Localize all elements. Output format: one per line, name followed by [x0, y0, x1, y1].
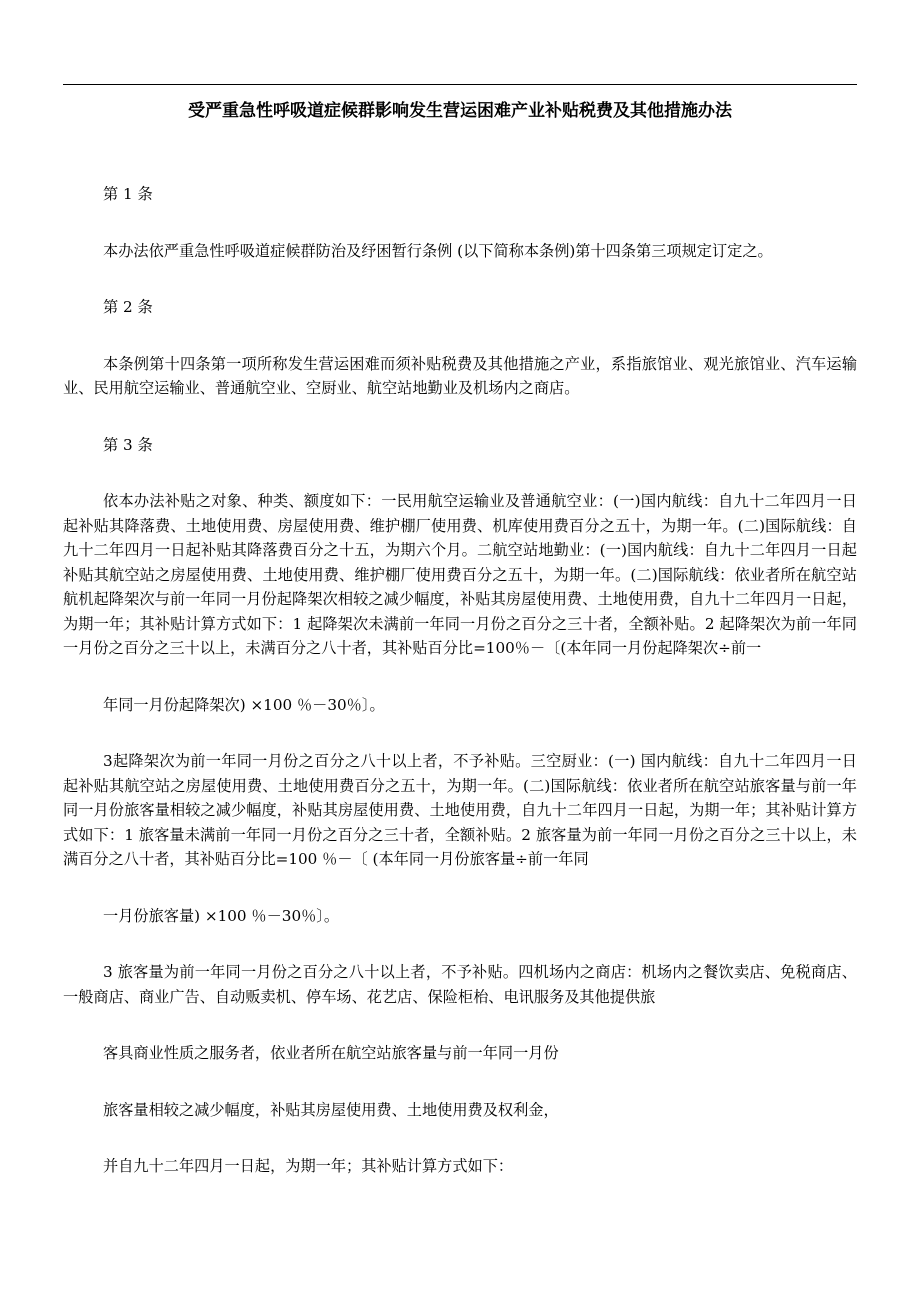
article-3-paragraph-1: 依本办法补贴之对象、种类、额度如下：一民用航空运输业及普通航空业：(一)国内航线：自九十二年四月一日起补贴其降落费、土地使用费、房屋使用费、维护棚厂使用费、机库使用费百分之五十，为期一年。(二)国际航线：自九十二年四月一日起补贴其降落费百分之十五，为期六个月。二航空站地勤业：(一)国内航线：自九十二年四月一日起补贴其航空站之房屋使用费、土地使用费、维护棚厂使用费百分之五十，为期一年。(二)国际航线：依业者所在航空站航机起降架次与前一年同一月份起降架次相较之减少幅度，补贴其房屋使用费、土地使用费，自九十二年四月一日起，为期一年；其补贴计算方式如下：1 起降架次未满前一年同一月份之百分之三十者，全额补贴。2 起降架次为前一年同一月份之百分之三十以上，未满百分之八十者，其补贴百分比=100％－〔(本年同一月份起降架次÷前一 — [63, 492, 857, 657]
article-3-paragraph-5: 3 旅客量为前一年同一月份之百分之八十以上者，不予补贴。四机场内之商店：机场内之餐饮卖店、免税商店、一般商店、商业广告、自动贩卖机、停车场、花艺店、保险柜枱、电讯服务及其他提供旅 — [63, 963, 857, 1006]
document-body — [63, 182, 857, 1211]
article-1-paragraph: 本办法依严重急性呼吸道症候群防治及纾困暂行条例 (以下简称本条例)第十四条第三项规定订定之。 — [103, 241, 773, 260]
article-heading-3: 第 3 条 — [103, 435, 153, 454]
article-3-paragraph-7: 旅客量相较之减少幅度，补贴其房屋使用费、土地使用费及权利金， — [103, 1100, 559, 1119]
article-heading-1: 第 1 条 — [103, 185, 153, 203]
article-3-paragraph-6: 客具商业性质之服务者，依业者所在航空站旅客量与前一年同一月份 — [103, 1044, 559, 1062]
header-rule — [63, 84, 857, 85]
article-2-paragraph: 本条例第十四条第一项所称发生营运困难而须补贴税费及其他措施之产业，系指旅馆业、观光旅馆业、汽车运输业、民用航空运输业、普通航空业、空厨业、航空站地勤业及机场内之商店。 — [63, 354, 857, 397]
article-3-paragraph-4: 一月份旅客量) ×100 ％－30％〕。 — [103, 906, 340, 925]
article-3-paragraph-2: 年同一月份起降架次) ×100 ％－30％〕。 — [103, 695, 385, 714]
document-title: 受严重急性呼吸道症候群影响发生营运困难产业补贴税费及其他措施办法 — [188, 101, 732, 121]
article-heading-2: 第 2 条 — [103, 298, 153, 316]
article-3-paragraph-8: 并自九十二年四月一日起，为期一年；其补贴计算方式如下： — [103, 1157, 514, 1175]
article-3-paragraph-3: 3起降架次为前一年同一月份之百分之八十以上者，不予补贴。三空厨业：(一) 国内航线：自九十二年四月一日起补贴其航空站之房屋使用费、土地使用费百分之五十，为期一年。(二)国际航线：依业者所在航空站旅客量与前一年同一月份旅客量相较之减少幅度，补贴其房屋使用费、土地使用费，自九十二年四月一日起，为期一年；其补贴计算方式如下：1 旅客量未满前一年同一月份之百分之三十者，全额补贴。2 旅客量为前一年同一月份之百分之三十以上，未满百分之八十者，其补贴百分比=100 ％－〔 (本年同一月份旅客量÷前一年同 — [63, 752, 857, 868]
